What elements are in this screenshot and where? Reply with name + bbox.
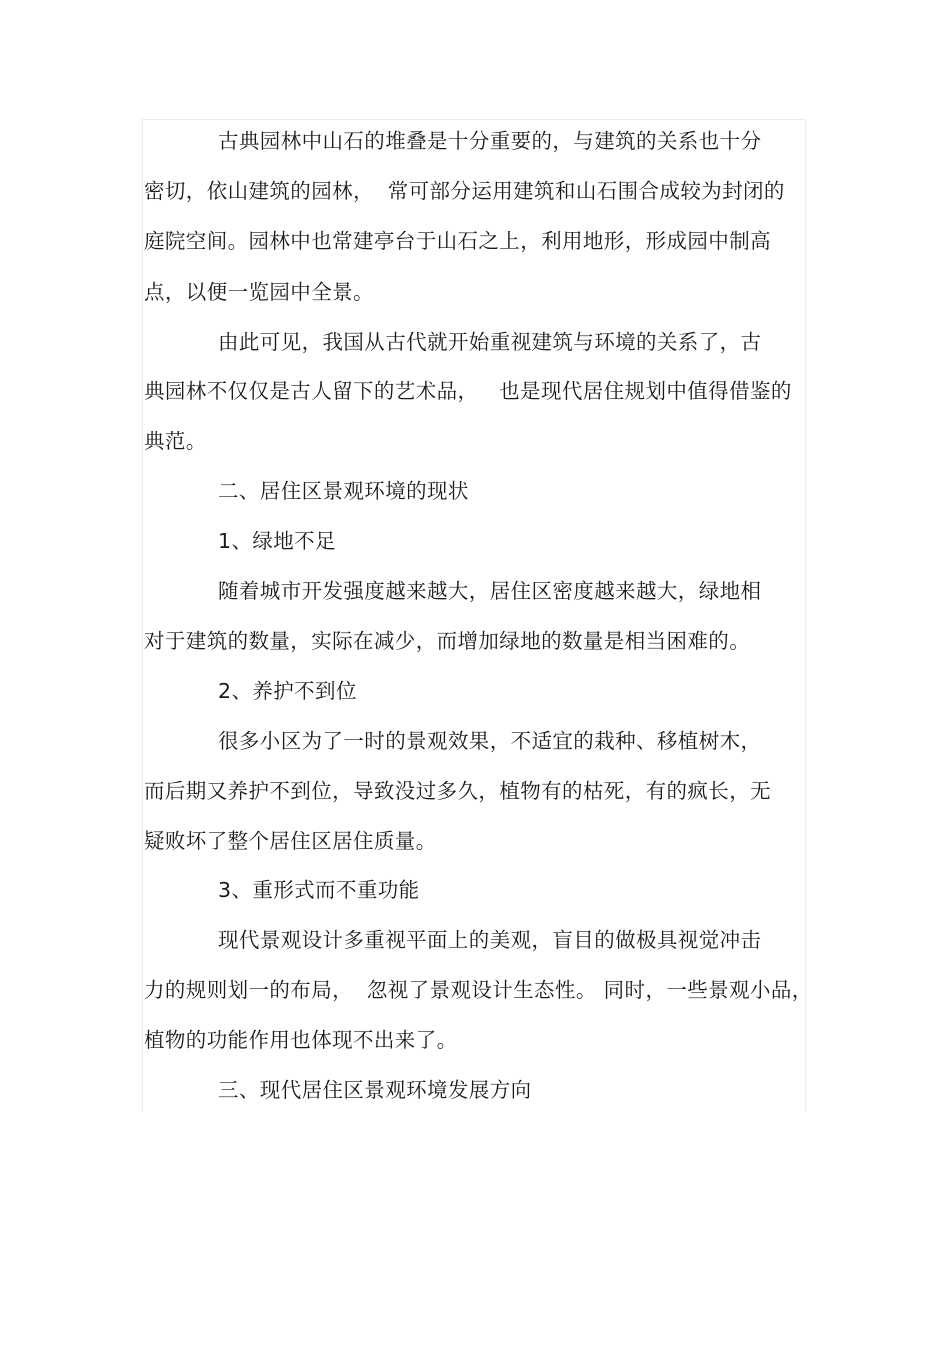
paragraph-1-line-4: 点，以便一览园中全景。 xyxy=(144,280,374,304)
paragraph-2-line-2: 典园林不仅仅是古人留下的艺术品， 也是现代居住规划中值得借鉴的 xyxy=(144,379,792,403)
paragraph-3-line-1: 随着城市开发强度越来越大，居住区密度越来越大，绿地相 xyxy=(218,579,762,603)
paragraph-3-line-2: 对于建筑的数量，实际在减少，而增加绿地的数量是相当困难的。 xyxy=(144,629,751,653)
paragraph-1-line-3: 庭院空间。园林中也常建亭台于山石之上，利用地形，形成园中制高 xyxy=(144,229,771,253)
paragraph-4-line-3: 疑败坏了整个居住区居住质量。 xyxy=(144,829,437,853)
paragraph-1-line-1: 古典园林中山石的堆叠是十分重要的，与建筑的关系也十分 xyxy=(218,129,762,153)
paragraph-5-line-3: 植物的功能作用也体现不出来了。 xyxy=(144,1028,458,1052)
paragraph-2-line-3: 典范。 xyxy=(144,429,207,453)
page-frame xyxy=(142,119,806,1112)
paragraph-2-line-1: 由此可见，我国从古代就开始重视建筑与环境的关系了，古 xyxy=(218,330,762,354)
paragraph-1-line-2: 密切，依山建筑的园林， 常可部分运用建筑和山石围合成较为封闭的 xyxy=(144,179,785,203)
paragraph-5-line-2: 力的规则划一的布局， 忽视了景观设计生态性。 同时，一些景观小品， xyxy=(144,978,813,1002)
subheading-2: 2、养护不到位 xyxy=(218,679,357,703)
subheading-1: 1、绿地不足 xyxy=(218,529,336,553)
paragraph-4-line-2: 而后期又养护不到位，导致没过多久，植物有的枯死，有的疯长，无 xyxy=(144,779,771,803)
paragraph-4-line-1: 很多小区为了一时的景观效果，不适宜的栽种、移植树木， xyxy=(218,729,762,753)
section-heading-3: 三、现代居住区景观环境发展方向 xyxy=(218,1078,532,1102)
paragraph-5-line-1: 现代景观设计多重视平面上的美观，盲目的做极具视觉冲击 xyxy=(218,928,762,952)
subheading-3: 3、重形式而不重功能 xyxy=(218,878,420,902)
section-heading-2: 二、居住区景观环境的现状 xyxy=(218,479,469,503)
